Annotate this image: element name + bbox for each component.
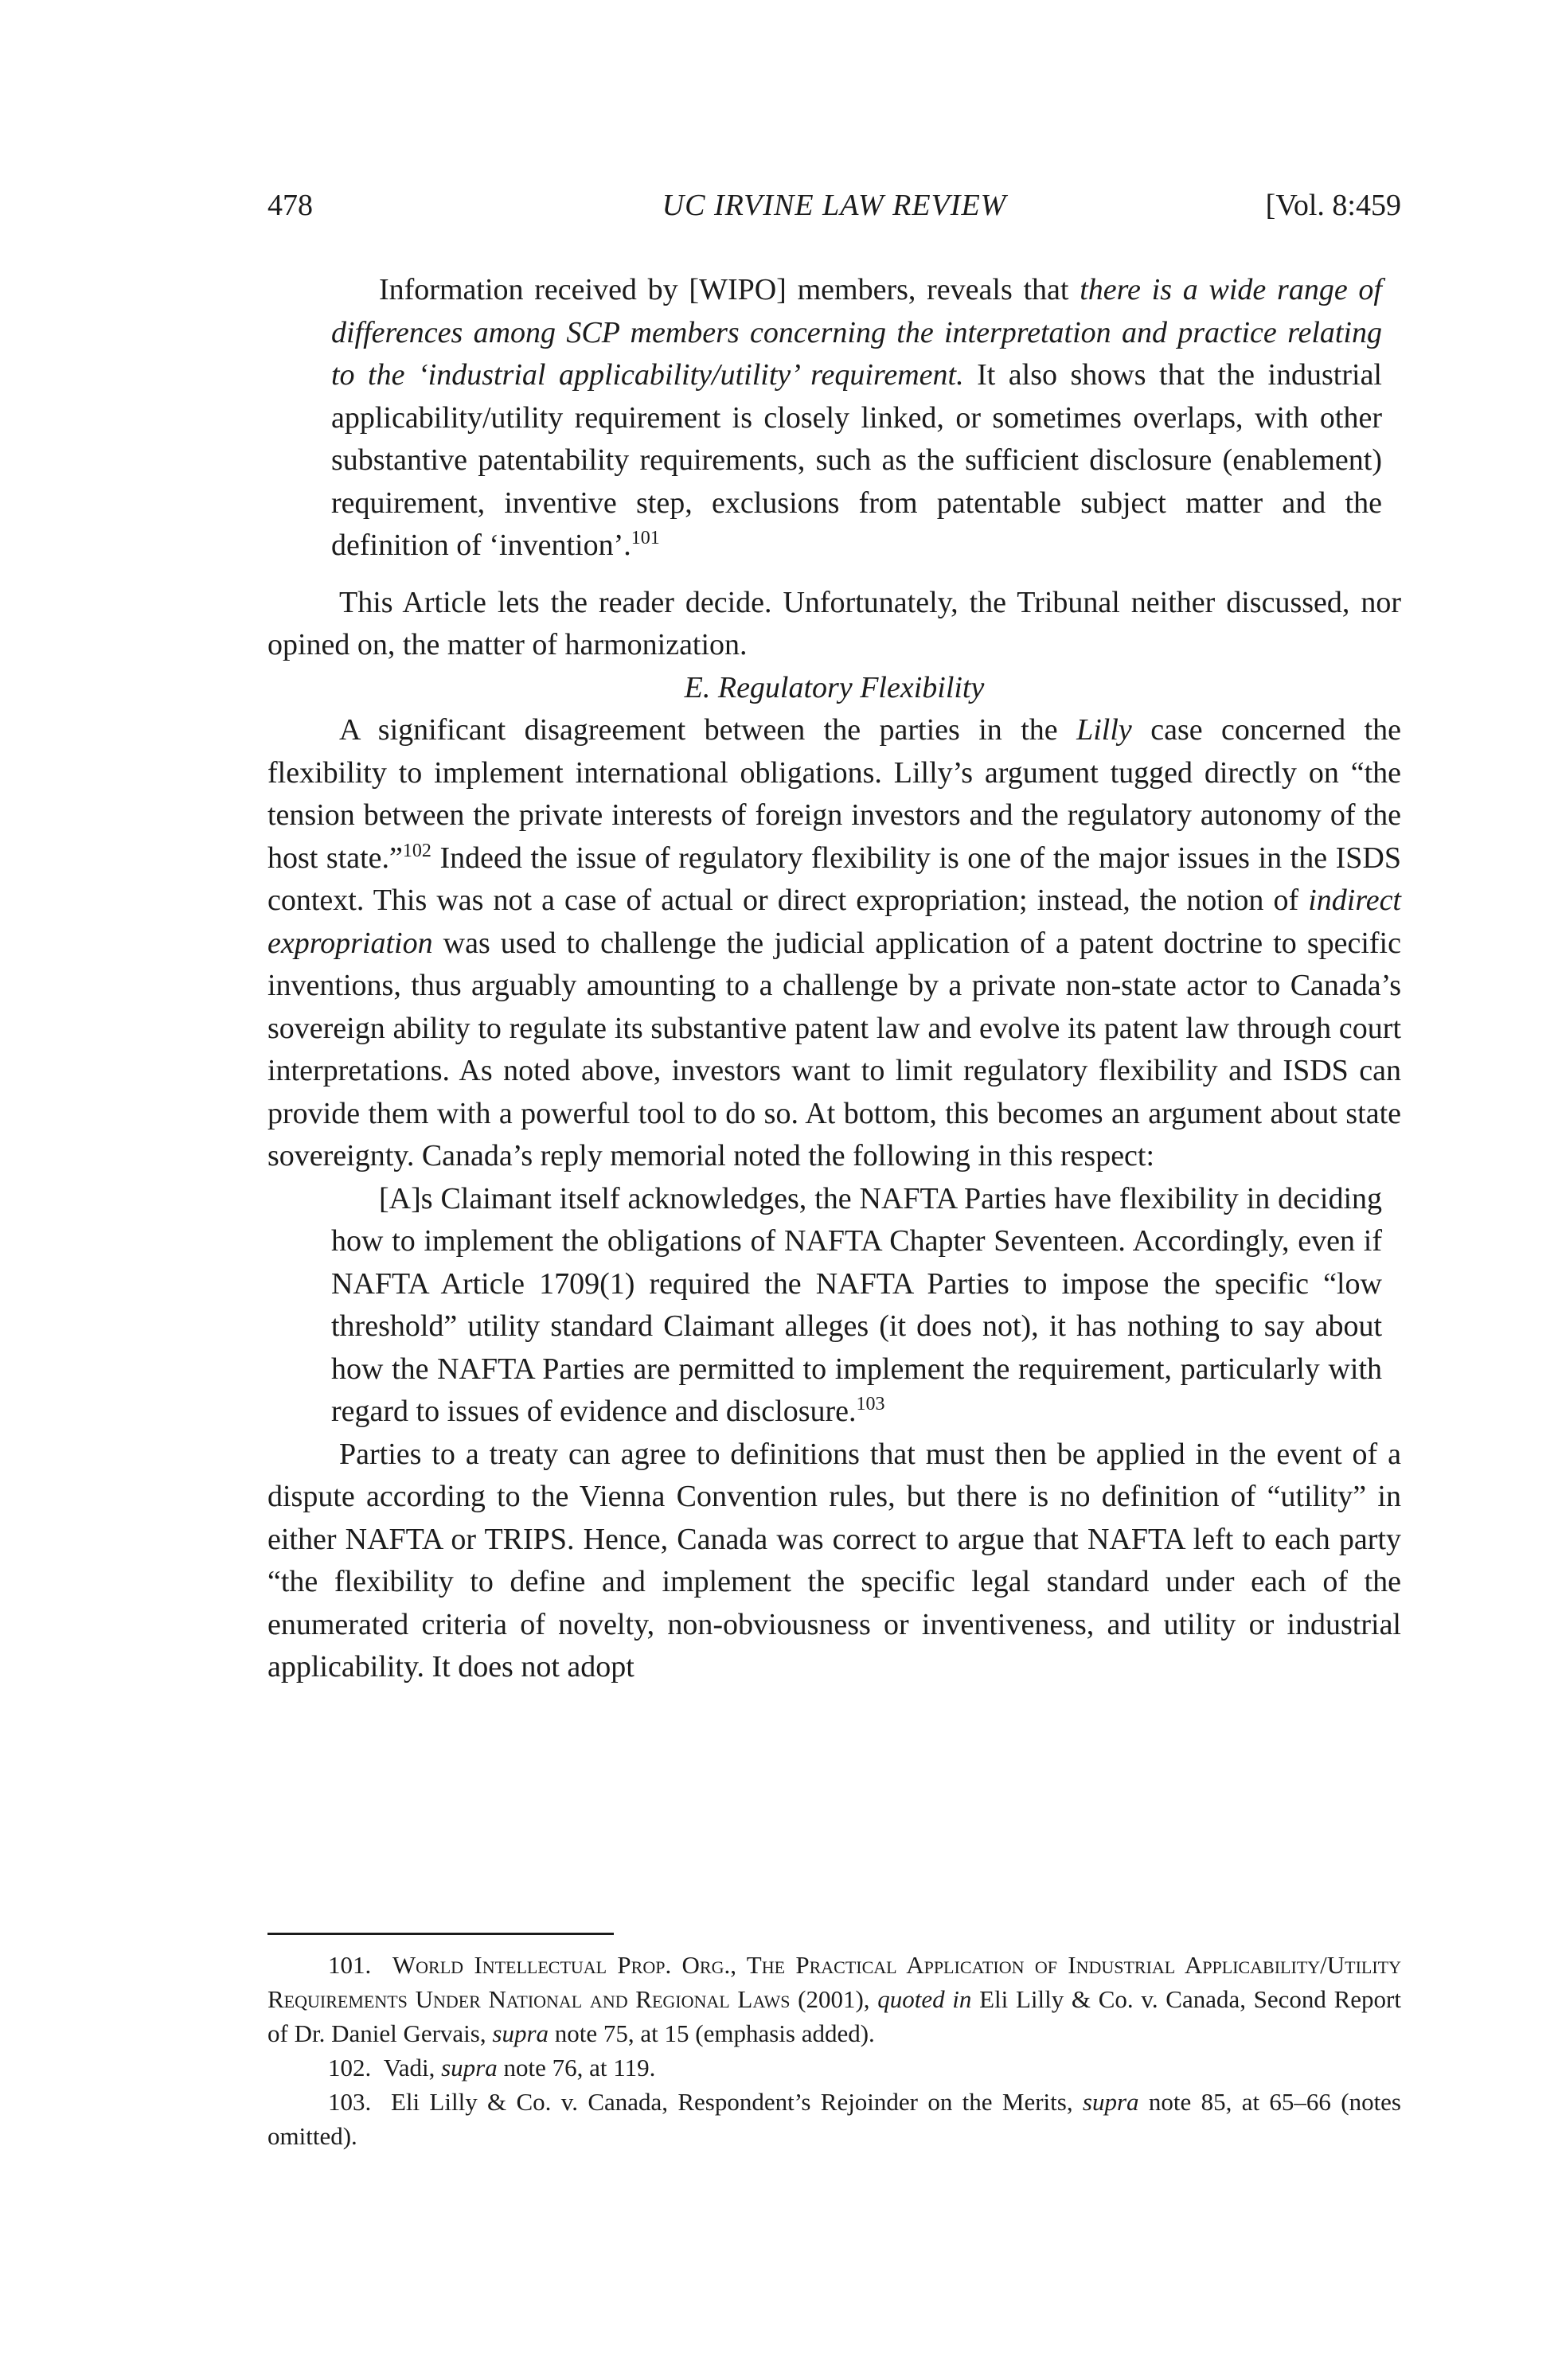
quote-paragraph bbox=[331, 1178, 1382, 1434]
block-quote-canada bbox=[331, 1178, 1401, 1434]
footnotes bbox=[267, 1948, 1401, 2153]
footnote-signal: supra bbox=[441, 2054, 498, 2082]
quote-emphasis: there is a wide range of differences among SCP members concerning the interpretation and practice relating to the ‘industrial applicability/utility’ requirement. bbox=[331, 273, 1382, 392]
footnote-text: Eli Lilly & Co. v. Canada, Second Report of Dr. Daniel Gervais, bbox=[267, 1985, 1401, 2047]
term-emphasis: indirect expropriation bbox=[267, 884, 1401, 960]
footnote-divider bbox=[267, 1933, 614, 1935]
paragraph-regulatory-flexibility bbox=[267, 709, 1401, 1178]
quote-text: Information received by [WIPO] members, reveals that bbox=[379, 273, 1080, 306]
footnote-signal: quoted in bbox=[877, 1985, 972, 2013]
footnote-number: 101. bbox=[328, 1951, 372, 1979]
quote-text-rest: It also shows that the industrial applicability/utility requirement is closely linked, or sometimes overlaps, with other substantive patentability requirements, such as the sufficient disclosure (enablement) requirement, inventive step, exclusions from patentable subject matter and the definition of ‘invention’. bbox=[331, 358, 1382, 562]
footnote-102 bbox=[267, 2050, 1401, 2085]
journal-title: UC IRVINE LAW REVIEW bbox=[662, 189, 1007, 222]
footnote-101 bbox=[267, 1948, 1401, 2050]
case-name: Lilly bbox=[1076, 713, 1132, 747]
quote-text: [A]s Claimant itself acknowledges, the NAFTA Parties have flexibility in deciding how to implement the obligations of NAFTA Chapter Seventeen. Accordingly, even if NAFTA Article 1709(1) required the NAFTA Parties to impose the specific “low threshold” utility standard Claimant alleges (it does not), it has nothing to say about how the NAFTA Parties are permitted to implement the requirement, particularly with regard to issues of evidence and disclosure. bbox=[331, 1181, 1382, 1428]
footnote-number: 102. bbox=[328, 2054, 372, 2082]
paragraph-harmonization: This Article lets the reader decide. Unfortunately, the Tribunal neither discussed, nor opined on, the matter of harmonization. bbox=[267, 585, 1401, 661]
footnote-text: (2001), bbox=[790, 1985, 878, 2013]
section-heading: E. Regulatory Flexibility bbox=[684, 670, 985, 704]
footnote-ref-101[interactable]: 101 bbox=[631, 528, 660, 548]
block-quote-wipo bbox=[331, 269, 1401, 568]
footnote-ref-103[interactable]: 103 bbox=[856, 1394, 885, 1414]
footnote-number: 103. bbox=[328, 2088, 372, 2116]
footnote-signal: supra bbox=[492, 2019, 549, 2047]
text-run: A significant disagreement between the parties in the bbox=[339, 713, 1077, 747]
page-number: 478 bbox=[267, 189, 313, 222]
quote-paragraph bbox=[331, 269, 1382, 568]
footnote-text: note 75, at 15 (emphasis added). bbox=[549, 2019, 875, 2047]
footnote-source-title: World Intellectual Prop. Org., The Practical Application of Industrial Applicability/Utility Requirements Under National and Regional Laws bbox=[267, 1951, 1401, 2013]
main-text bbox=[267, 269, 1401, 1689]
footnote-ref-102[interactable]: 102 bbox=[402, 840, 431, 861]
text-run: Indeed the issue of regulatory flexibility is one of the major issues in the ISDS context. This was not a case of actual or direct expropriation; instead, the notion of bbox=[267, 841, 1401, 917]
running-header bbox=[267, 181, 1401, 229]
footnote-text: note 76, at 119. bbox=[497, 2054, 656, 2082]
footnote-text: Eli Lilly & Co. v. Canada, Respondent’s Rejoinder on the Merits, bbox=[390, 2088, 1083, 2116]
footnote-text: note 85, at 65–66 (notes omitted). bbox=[267, 2088, 1402, 2150]
footnote-text: Vadi, bbox=[383, 2054, 442, 2082]
footnote-signal: supra bbox=[1082, 2088, 1139, 2116]
footnote-103 bbox=[267, 2085, 1401, 2153]
volume-label: [Vol. 8:459 bbox=[1265, 189, 1401, 222]
paragraph-treaty-definitions: Parties to a treaty can agree to definitions that must then be applied in the event of a dispute according to the Vienna Convention rules, but there is no definition of “utility” in either NAFTA or TRIPS. Hence, Canada was correct to argue that NAFTA left to each party “the flexibility to define and implement the specific legal standard under each of the enumerated criteria of novelty, non-obviousness or inventiveness, and utility or industrial applicability. It does not adopt bbox=[267, 1437, 1401, 1684]
text-run: case concerned the flexibility to implement international obligations. Lilly’s argument tugged directly on “the tension between the private interests of foreign investors and the regulatory autonomy of the host state.” bbox=[267, 713, 1402, 875]
text-run: was used to challenge the judicial application of a patent doctrine to specific inventions, thus arguably amounting to a challenge by a private non-state actor to Canada’s sovereign ability to regulate its substantive patent law and evolve its patent law through court interpretations. As noted above, investors want to limit regulatory flexibility and ISDS can provide them with a powerful tool to do so. At bottom, this becomes an argument about state sovereignty. Canada’s reply memorial noted the following in this respect: bbox=[267, 926, 1401, 1172]
